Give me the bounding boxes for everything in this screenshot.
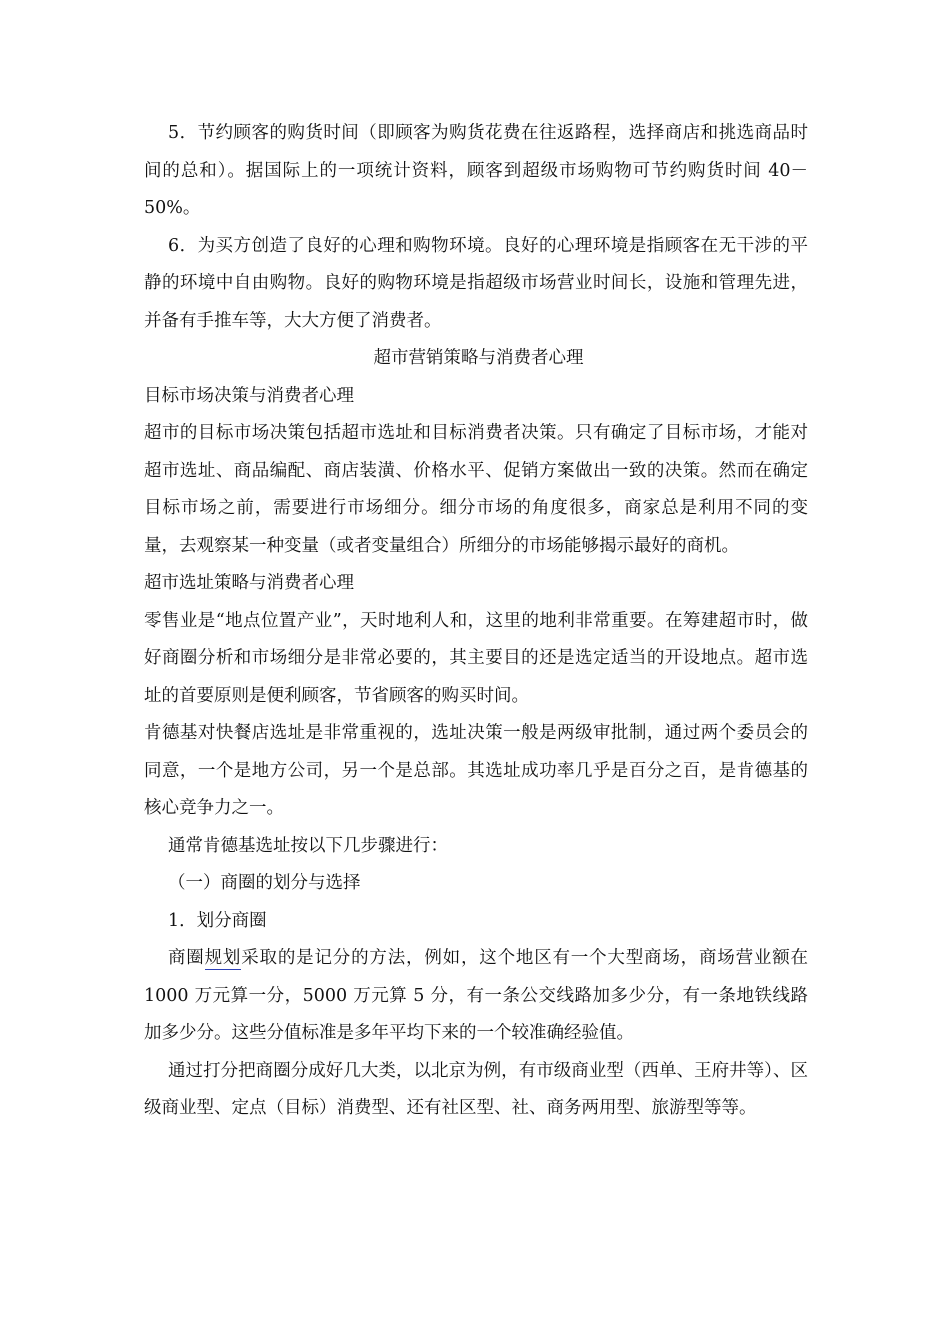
scoring-text-before: 商圈 [168,948,205,968]
subheading-target-market: 目标市场决策与消费者心理 [144,385,354,406]
paragraph-district-types: 通过打分把商圈分成好几大类，以北京为例，有市级商业型（西单、王府井等）、区级商业型、定点（目标）消费型、还有社区型、社、商务两用型、旅游型等等。 [144,1060,808,1118]
paragraph-step-one-sub: 1．划分商圈 [168,910,267,931]
paragraph-kfc-approval: 肯德基对快餐店选址是非常重视的，选址决策一般是两级审批制，通过两个委员会的同意，一个是地方公司，另一个是总部。其选址成功率几乎是百分之百，是肯德基的核心竞争力之一。 [144,723,808,818]
section-title: 超市营销策略与消费者心理 [373,348,584,368]
planning-link[interactable]: 规划 [204,948,242,968]
paragraph-kfc-steps-intro: 通常肯德基选址按以下几步骤进行： [168,835,448,856]
paragraph-retail-location: 零售业是“地点位置产业”，天时地利人和，这里的地利非常重要。在筹建超市时，做好商圈分析和市场细分是非常必要的，其主要目的还是选定适当的开设地点。超市选址的首要原则是便利顾客，节省顾客的购买时间。 [144,610,808,706]
subheading-site-selection: 超市选址策略与消费者心理 [144,573,354,593]
scoring-text-after: 采取的是记分的方法，例如，这个地区有一个大型商场，商场营业额在 1000 万元算一分，5000 万元算 5 分，有一条公交线路加多少分，有一条地铁线路加多少分。这些分值标准是多年平均下来的一个较准确经验值。 [144,948,809,1043]
document-body [144,115,808,1128]
paragraph-scoring-method [144,940,808,1053]
paragraph-step-one-heading: （一）商圈的划分与选择 [168,873,361,893]
paragraph-item-6: 6．为买方创造了良好的心理和购物环境。良好的心理环境是指顾客在无干涉的平静的环境中自由购物。良好的购物环境是指超级市场营业时间长，设施和管理先进，并备有手推车等，大大方便了消费者。 [144,235,808,331]
paragraph-item-5: 5．节约顾客的购货时间（即顾客为购货花费在往返路程，选择商店和挑选商品时间的总和）。据国际上的一项统计资料，顾客到超级市场购物可节约购货时间 40－50%。 [144,123,808,218]
paragraph-target-market: 超市的目标市场决策包括超市选址和目标消费者决策。只有确定了目标市场，才能对超市选址、商品编配、商店装潢、价格水平、促销方案做出一致的决策。然而在确定目标市场之前，需要进行市场细分。细分市场的角度很多，商家总是利用不同的变量，去观察某一种变量（或者变量组合）所细分的市场能够揭示最好的商机。 [144,423,808,556]
